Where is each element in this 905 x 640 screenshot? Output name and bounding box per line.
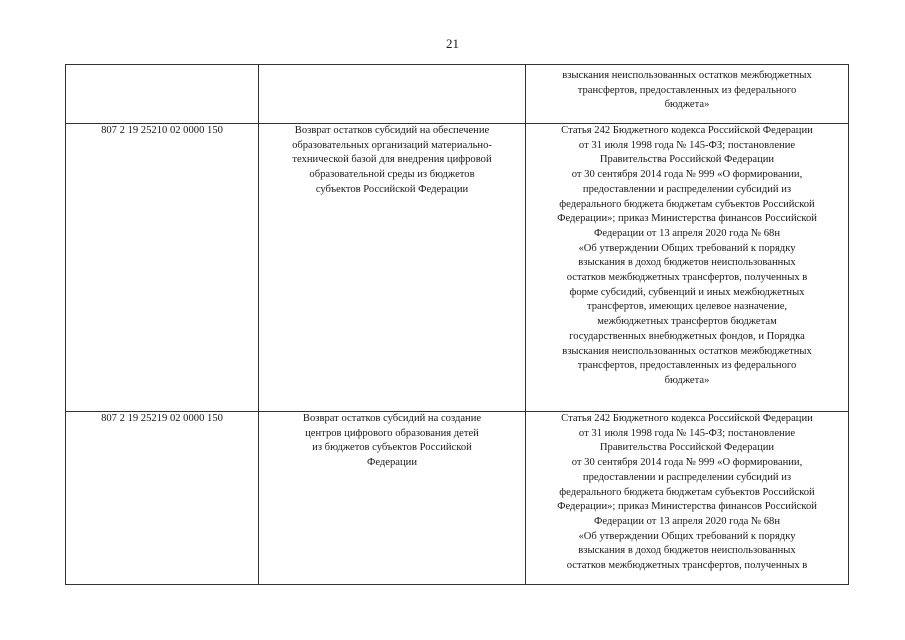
text-line: бюджета» <box>664 374 710 386</box>
text-line: Статья 242 Бюджетного кодекса Российской Федерации <box>561 413 813 424</box>
legal-basis-cell <box>526 412 849 585</box>
text-line: Статья 242 Бюджетного кодекса Российской Федерации <box>561 125 813 136</box>
text-line: от 31 июля 1998 года № 145-ФЗ; постановление <box>578 427 796 439</box>
text-line: образовательной среды из бюджетов <box>309 169 475 181</box>
text-line: федерального бюджета бюджетам субъектов Российской <box>559 486 815 498</box>
table-row <box>66 412 849 585</box>
text-line: от 30 сентября 2014 года № 999 «О формировании, <box>571 457 803 469</box>
text-line: от 30 сентября 2014 года № 999 «О формировании, <box>571 169 803 181</box>
text-line: взыскания неиспользованных остатков межбюджетных <box>562 70 812 81</box>
code-cell: 807 2 19 25210 02 0000 150 <box>66 124 259 412</box>
text-line: трансфертов, имеющих целевое назначение, <box>586 301 788 313</box>
text-line: предоставлении и распределении субсидий из <box>582 471 792 483</box>
text-line: Возврат остатков субсидий на обеспечение <box>294 125 490 136</box>
text-line: взыскания в доход бюджетов неиспользованных <box>578 257 796 269</box>
text-line: межбюджетных трансфертов бюджетам <box>597 316 777 328</box>
text-line: бюджета» <box>664 99 710 111</box>
text-line: федерального бюджета бюджетам субъектов Российской <box>559 198 815 210</box>
text-line: Правительства Российской Федерации <box>599 154 775 166</box>
table-row <box>66 124 849 412</box>
text-line: центров цифрового образования детей <box>305 427 479 439</box>
text-line: «Об утверждении Общих требований к порядку <box>578 242 796 254</box>
legal-basis-cell <box>526 124 849 412</box>
text-line: остатков межбюджетных трансфертов, полученных в <box>566 272 808 284</box>
name-cell <box>259 124 526 412</box>
text-line: Федерации»; приказ Министерства финансов Российской <box>557 213 817 225</box>
text-line: Федерации от 13 апреля 2020 года № 68н <box>593 227 781 239</box>
text-line: трансфертов, предоставленных из федерального <box>577 84 797 96</box>
text-line: взыскания неиспользованных остатков межбюджетных <box>562 345 812 357</box>
text-line: Правительства Российской Федерации <box>599 442 775 454</box>
name-cell <box>259 412 526 585</box>
text-line: трансфертов, предоставленных из федерального <box>577 360 797 372</box>
text-line: от 31 июля 1998 года № 145-ФЗ; постановление <box>578 139 796 151</box>
text-line: технической базой для внедрения цифровой <box>292 154 492 166</box>
text-line: взыскания в доход бюджетов неиспользованных <box>578 545 796 557</box>
name-cell <box>259 65 526 124</box>
legal-basis-cell <box>526 65 849 124</box>
text-line: из бюджетов субъектов Российской <box>312 442 472 454</box>
table-row <box>66 65 849 124</box>
text-line: предоставлении и распределении субсидий из <box>582 183 792 195</box>
text-line: форме субсидий, субвенций и иных межбюджетных <box>569 286 805 298</box>
text-line: государственных внебюджетных фондов, и Порядка <box>569 330 805 342</box>
text-line: Федерации <box>366 457 418 469</box>
budget-code-table <box>65 64 849 585</box>
text-line: Возврат остатков субсидий на создание <box>302 413 482 424</box>
code-cell: 807 2 19 25219 02 0000 150 <box>66 412 259 585</box>
text-line: Федерации»; приказ Министерства финансов Российской <box>557 501 817 513</box>
code-cell <box>66 65 259 124</box>
text-line: субъектов Российской Федерации <box>315 183 469 195</box>
text-line: остатков межбюджетных трансфертов, полученных в <box>566 560 808 572</box>
text-line: образовательных организаций материально- <box>292 139 492 151</box>
text-line: «Об утверждении Общих требований к порядку <box>578 530 796 542</box>
page-number: 21 <box>446 36 459 51</box>
text-line: Федерации от 13 апреля 2020 года № 68н <box>593 515 781 527</box>
